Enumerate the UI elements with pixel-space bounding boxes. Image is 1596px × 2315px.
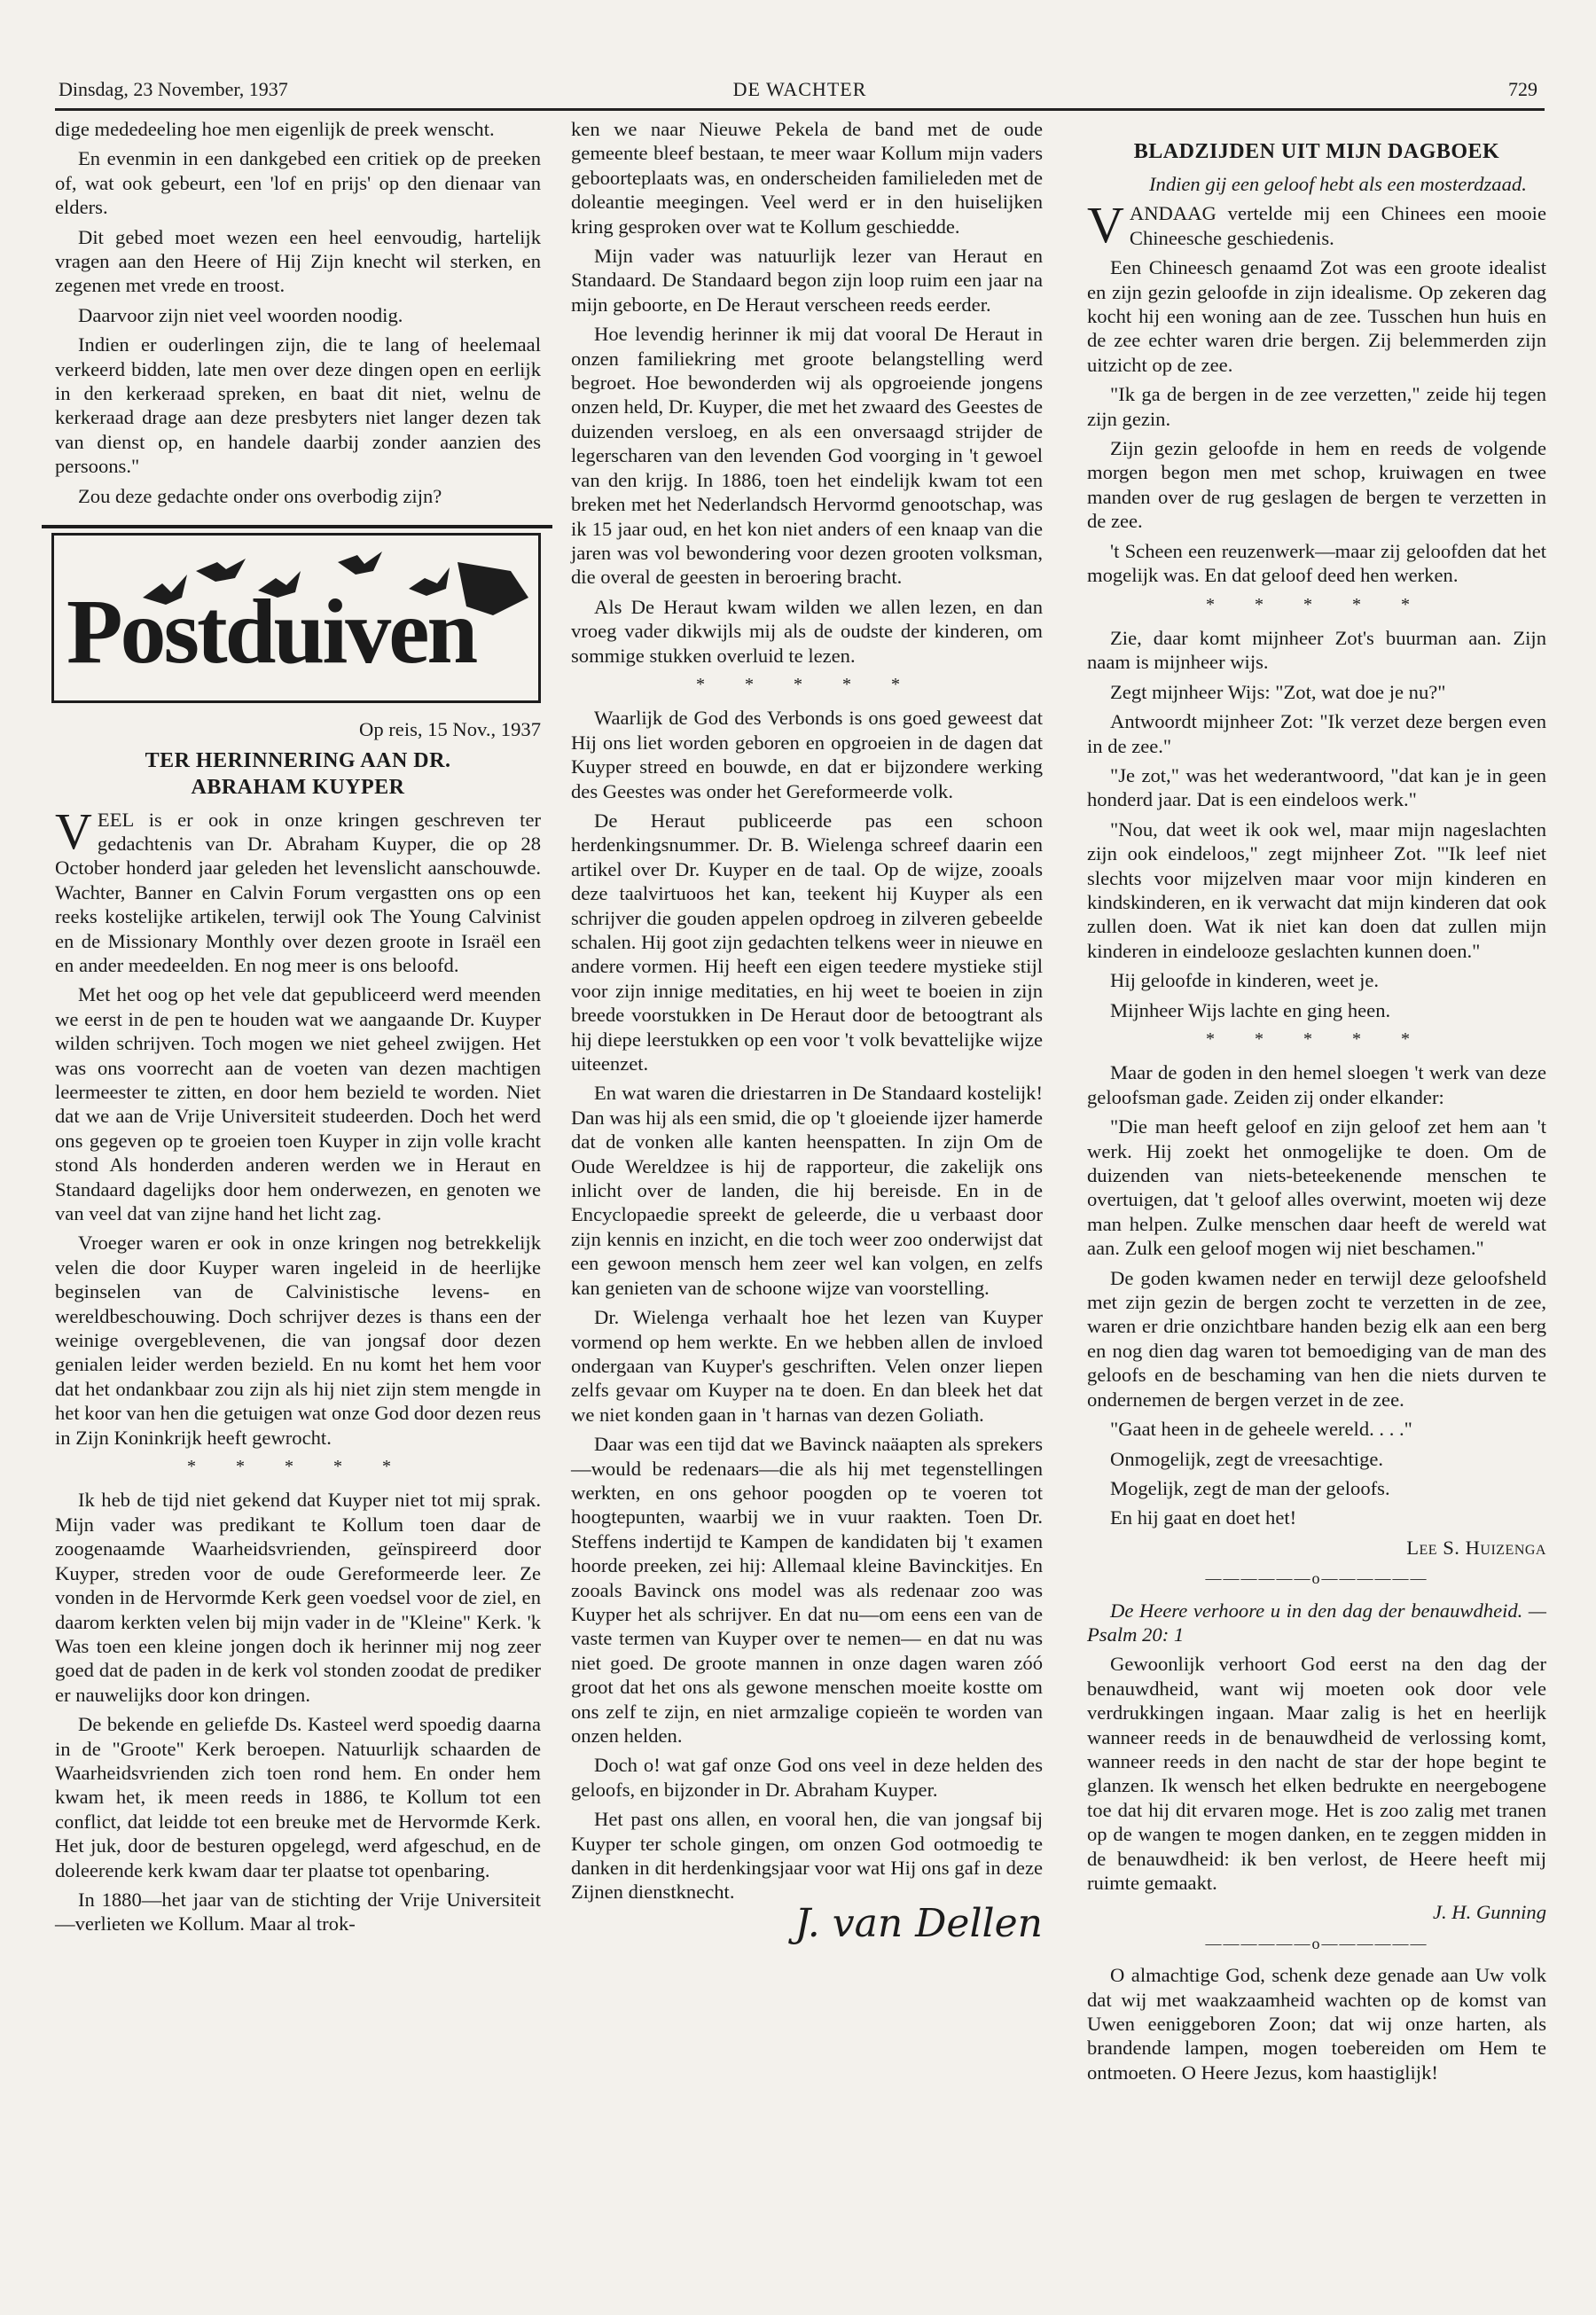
paragraph: dige mededeeling hoe men eigenlijk de preek wenscht. <box>55 118 495 140</box>
paragraph: "Die man heeft geloof en zijn geloof zet hem aan 't werk. Hij zoekt het onmogelijke te doen. Om de duizenden van niets-beteekenende menschen te overtuigen, dat 't geloof alles overwint, moeten wij deze man helpen. Zulke menschen daar heeft de wereld wat aan. Zulk een geloof mogen wij niet beschamen." <box>1087 1115 1546 1260</box>
paragraph: Daarvoor zijn niet veel woorden noodig. <box>78 303 403 326</box>
column-middle <box>571 117 1043 1946</box>
scripture-quote: De Heere verhoore u in den dag der benauwdheid. — Psalm 20: 1 <box>1087 1599 1546 1646</box>
paragraph: De Heraut publiceerde pas een schoon herdenkingsnummer. Dr. B. Wielenga schreef daarin een artikel over Dr. Kuyper en de taal. Op de wijze, zooals deze taalvirtuoos het kan, teekent hij Kuyper als een schrijver die gouden appelen opdroeg in zilveren gebeelde schalen. Hij goot zijn gedachten telkens weer in nieuwe en andere vormen. Hij heeft een eigen teedere mystieke stijl voor zijn innige meditaties, en hij weet te boeien in zijn breede voorstukken in De Heraut door de betoogtrant als hij diepe leerstukken op een voor 't volk bevattelijke wijze uiteenzet. <box>571 809 1043 1075</box>
author-name: J. H. Gunning <box>1432 1901 1546 1924</box>
epigraph: Indien gij een geloof hebt als een mosterdzaad. <box>1149 173 1527 195</box>
dateline: Op reis, 15 Nov., 1937 <box>359 718 541 741</box>
paragraph: Mogelijk, zegt de man der geloofs. <box>1110 1476 1390 1499</box>
paragraph: Zie, daar komt mijnheer Zot's buurman aan. Zijn naam is mijnheer wijs. <box>1087 626 1546 674</box>
paragraph: Daar was een tijd dat we Bavinck naäapten als sprekers—would be redenaars—die als hij met tegenstellingen werkten, en ons gehoor poogden op te voeren tot hoogtepunten, waarbij we in vuur raakten. Toen Dr. Steffens indertijd te Kampen de kandidaten bij 't examen hoorde preeken, zei hij: Allemaal kleine Bavinckitjes. En zooals Bavinck ons model was als redenaar zoo was Kuyper het als schrijver. En dat nu—om eens een van de vaste termen van Kuyper over te nemen— en dat nu was niet goed. De groote mannen in onze dagen waren zóó groot dat het ons als gewone menschen moeite kostte om ons zelf te zijn, en niet armzalige copieën te worden van onzen helden. <box>571 1433 1043 1747</box>
paragraph: En evenmin in een dankgebed een critiek op de preeken of, wat ook gebeurt, een 'lof en prijs' op den dienaar van elders. <box>55 147 541 219</box>
page-number: 729 <box>1508 78 1537 100</box>
paragraph: "Nou, dat weet ik ook wel, maar mijn nageslachten zijn ook eindeloos," zegt mijnheer Zot. "'Ik leef niet slechts voor mijzelven maar voor mijn kinderen en kindskinderen, en ik verwacht dat mijn kinderen dat ook zullen doen. Wat ik niet kan doen dat zullen mijn kinderen in eindelooze geslachten kunnen doen." <box>1087 817 1546 962</box>
article-title-line: TER HERINNERING AAN DR. <box>145 748 451 772</box>
paragraph: Het past ons allen, en vooral hen, die van jongsaf bij Kuyper ter schole gingen, om onzen God ootmoedig te danken in dit herdenkingsjaar voor wat Hij ons gaf in deze Zijnen dienstknecht. <box>571 1808 1043 1904</box>
paragraph <box>55 802 541 978</box>
paragraph: Doch o! wat gaf onze God ons veel in deze helden des geloofs, en bijzonder in Dr. Abraham Kuyper. <box>571 1754 1043 1801</box>
author-name: Lee S. Huizenga <box>1406 1536 1546 1559</box>
section-break: * * * * * <box>696 674 918 694</box>
paragraph: "Je zot," was het wederantwoord, "dat kan je in geen honderd jaar. Dat is een eindeloos werk." <box>1087 763 1546 811</box>
paragraph: 't Scheen een reuzenwerk—maar zij geloofden dat het mogelijk was. En dat geloof deed hen werken. <box>1087 539 1546 587</box>
paragraph-text: ANDAAG vertelde mij een Chinees een mooie Chineesche geschiedenis. <box>1129 202 1546 249</box>
paragraph: ken we naar Nieuwe Pekela de band met de oude gemeente bleef bestaan, te meer waar Kollum mijn vaders geboorteplaats was, en onderscheiden familieleden met de doleantie meegingen. Veel werd er in den huiselijken kring gesproken over wat te Kollum geschiedde. <box>571 118 1043 238</box>
signature: J. van Dellen <box>794 1900 1043 1946</box>
paragraph: Antwoordt mijnheer Zot: "Ik verzet deze bergen even in de zee." <box>1087 710 1546 757</box>
paragraph-text: EEL is er ook in onze kringen geschreven ter gedachtenis van Dr. Abraham Kuyper, die op 28 October honderd jaar geleden het levenslicht aanschouwde. Wachter, Banner en Calvin Forum vergastten ons op een reeks kostelijke artikelen, terwijl ook The Young Calvinist en de Missionary Monthly over dezen groote in Israël een en ander meedeelden. En nog meer is ons beloofd. <box>55 808 541 976</box>
paragraph: O almachtige God, schenk deze genade aan Uw volk dat wij met waakzaamheid wachten op de komst van Uwen eeniggeboren Zoon; dat wij onze harten, als brandende lampen, mogen toebereiden om Hem te ontmoeten. O Heere Jezus, kom haastiglijk! <box>1087 1964 1546 2084</box>
paragraph: Mijn vader was natuurlijk lezer van Heraut en Standaard. De Standaard begon zijn loop ruim een jaar na mijn geboorte, en De Heraut verscheen reeds eerder. <box>571 245 1043 316</box>
paragraph: Een Chineesch genaamd Zot was een groote idealist en zijn gezin geloofde in zijn idealisme. Op zekeren dag kocht hij een woning aan de zee. Tusschen hun huis en de zee echter waren drie bergen. Zij belemmerden zijn uitzicht op de zee. <box>1087 256 1546 376</box>
paragraph: "Ik ga de bergen in de zee verzetten," zeide hij tegen zijn gezin. <box>1087 383 1546 430</box>
paragraph: Dit gebed moet wezen een heel eenvoudig, hartelijk vragen aan den Heere of Hij Zijn knecht wil sterken, en zegenen met vrede en troost. <box>55 225 541 297</box>
header-date: Dinsdag, 23 November, 1937 <box>59 78 288 100</box>
section-title: BLADZIJDEN UIT MIJN DAGBOEK <box>1133 140 1500 163</box>
page-header <box>55 69 1545 111</box>
paragraph: Zijn gezin geloofde in hem en reeds de volgende morgen begon men met schop, kruiwagen en twee manden over de rug geslagen de bergen te verzetten in de zee. <box>1087 437 1546 533</box>
postduiven-masthead <box>51 533 541 703</box>
paragraph: Als De Heraut kwam wilden we allen lezen, en dan vroeg vader dikwijls mij als de oudste der kinderen, om sommige stukken overluid te lezen. <box>571 595 1043 667</box>
column-left <box>55 117 541 1942</box>
article-title-line: ABRAHAM KUYPER <box>191 775 405 799</box>
paragraph: In 1880—het jaar van de stichting der Vrije Universiteit—verlieten we Kollum. Maar al trok- <box>55 1888 541 1936</box>
paragraph: Zou deze gedachte onder ons overbodig zijn? <box>78 484 442 507</box>
paragraph: De bekende en geliefde Ds. Kasteel werd spoedig daarna in de "Groote" Kerk beroepen. Natuurlijk schaarden de Waarheidsvrienden zich toen rond hem. En onder hem kwam het, ik meen reeds in 1886, te Kollum tot een conflict, dat leidde tot een breuke met de Hervormde Kerk. Het juk, door de besturen opgelegd, werd afgeschud, en de doleerende kerk kwam daar ter plaatse tot openbaring. <box>55 1713 541 1881</box>
drop-cap: V <box>1087 196 1124 254</box>
paragraph: De goden kwamen neder en terwijl deze geloofsheld met zijn gezin de bergen zocht te verzetten in de zee, waren er drie onzichtbare handen bezig elk aan een berg en nog dien dag waren tot bemoediging van de man des geloofs en de beschaming van hen die niets durven te ondernemen de bergen verzet in de zee. <box>1087 1266 1546 1411</box>
paragraph: Hij geloofde in kinderen, weet je. <box>1110 969 1380 992</box>
paragraph: Waarlijk de God des Verbonds is ons goed geweest dat Hij ons liet worden geboren en opgroeien in de dagen dat Kuyper streed en bouwde, en dat er bijzondere werking des Geestes was onder het Gereformeerde volk. <box>571 707 1043 802</box>
section-break: * * * * * <box>1206 1029 1428 1049</box>
header-title: DE WACHTER <box>732 78 867 100</box>
masthead-word: Postduiven <box>66 581 476 684</box>
divider: ——————o—————— <box>1205 1569 1428 1588</box>
paragraph: Maar de goden in den hemel sloegen 't werk van deze geloofsman gade. Zeiden zij onder elkander: <box>1087 1061 1546 1108</box>
paragraph: Mijnheer Wijs lachte en ging heen. <box>1110 998 1391 1021</box>
paragraph: "Gaat heen in de geheele wereld. . . ." <box>1110 1418 1412 1441</box>
paragraph: En wat waren die driestarren in De Standaard kostelijk! Dan was hij als een smid, die op 't gloeiende ijzer hamerde dat de vonken alle kanten heenspatten. In zijn Om de Oude Wereldzee is hij de rapporteur, die zakelijk ons inlicht over de landen, die hij bereisde. En in de Encyclopaedie spreekt de geleerde, die u verbaast door zijn kennis en inzicht, en die toch weer zoo onderwijst dat een gewoon mensch hem zeer wel kan volgen, en zelfs kan genieten van de schoone wijze van voorstelling. <box>571 1082 1043 1299</box>
drop-cap: V <box>55 802 92 860</box>
paragraph: En hij gaat en doet het! <box>1110 1506 1297 1529</box>
paragraph: Indien er ouderlingen zijn, die te lang of heelemaal verkeerd bidden, late men over deze dingen open en eerlijk in den kerkeraad spreken, en baat dit niet, welnu de kerkeraad drage aan deze presbyters niet langer dezen tak van dienst op, en handele daarbij zonder aanzien des persoons." <box>55 333 541 478</box>
paragraph <box>1087 196 1546 254</box>
paragraph: Gewoonlijk verhoort God eerst na den dag der benauwdheid, want wij moeten ook door vele verdrukkingen ingaan. Maar zalig is het en heerlijk wanneer reeds in de benauwdheid de verlossing komt, wanneer reeds in den nacht de star der hope begint te glanzen. Ik wensch het elken bedrukte en neergebogene toe dat hij dit ervaren moge. Het is zoo zalig met tranen op de wangen te mogen danken, en te zeggen midden in de benauwdheid: ik ben verlost, de Heere heeft mij ruimte gemaakt. <box>1087 1653 1546 1894</box>
column-right <box>1087 117 1546 2090</box>
paragraph: Zegt mijnheer Wijs: "Zot, wat doe je nu?" <box>1110 680 1446 703</box>
paragraph: Onmogelijk, zegt de vreesachtige. <box>1110 1447 1384 1470</box>
paragraph: Hoe levendig herinner ik mij dat vooral De Heraut in onzen familiekring met groote belangstelling werd begroet. Hoe bewonderden wij als opgroeiende jongens onzen held, Dr. Kuyper, die met het zwaard des Geestes de duizenden versloeg, en als een onversaagd strijder de legerscharen van den levenden God voorging in 't gewoel van den krijg. In 1886, toen het eindelijk kwam tot een breken met het Nederlandsch Hervormd genootschap, was ik 15 jaar oud, en het kon niet anders of een knaap van die jaren was vol bewondering voor dezen grooten volksman, die overal de geesten in beroering bracht. <box>571 323 1043 589</box>
divider: ——————o—————— <box>1205 1934 1428 1952</box>
paragraph: Dr. Wielenga verhaalt hoe het lezen van Kuyper vormend op hem werkte. En we hebben allen de invloed ondergaan van Kuyper's geschriften. Velen onzer liepen zelfs gevaar om Kuyper na te doen. En dan bleek het dat we niet konden gaan in 't harnas van dezen Goliath. <box>571 1306 1043 1426</box>
paragraph: Ik heb de tijd niet gekend dat Kuyper niet tot mij sprak. Mijn vader was predikant te Kollum toen daar de zoogenaamde Waarheidsvrienden, geïnspireerd door Kuyper, streden voor de oude Gereformeerde leer. Ze vonden in de Hervormde Kerk geen voedsel voor de ziel, en daarom kerkten velen bij mijn vader in de "Kleine" Kerk. 'k Was toen een kleine jongen doch ik herinner mij nog zeer goed dat de paden in de kerk vol stonden zoodat de prediker er nauwelijks door kon dringen. <box>55 1489 541 1706</box>
paragraph: Vroeger waren er ook in onze kringen nog betrekkelijk velen die door Kuyper waren ingeleid in de heerlijke beginselen van de Calvinistische levens- en wereldbeschouwing. Doch schrijver dezes is thans een der weinige overgeblevenen, die van jongsaf door dezen genialen leider werden bezield. En nu komt het hem voor dat het ondankbaar zou zijn als hij niet zijn stem mengde in het koor van hen die getuigen wat onze God door dezen reus in Zijn Koninkrijk heeft gewrocht. <box>55 1232 541 1449</box>
paragraph: Met het oog op het vele dat gepubliceerd werd meenden we eerst in de pen te houden wat we aangaande Dr. Kuyper wilden schrijven. Toch mogen we niet geheel zwijgen. Het was ons voorrecht aan de voeten van dezen machtigen leermeester te zitten, en door hem bezield te worden. Niet dat we aan de Vrije Universiteit studeerden. Doch het werd ons gegeven op te groeien toen Kuyper in zijn volle kracht stond Als honderden anderen werden we in Heraut en Standaard dagelijks door hem onderwezen, en genoten we van veel dat van zijne hand het licht zag. <box>55 983 541 1224</box>
section-break: * * * * * <box>1206 594 1428 614</box>
article-title <box>55 747 541 801</box>
section-break: * * * * * <box>187 1457 409 1477</box>
